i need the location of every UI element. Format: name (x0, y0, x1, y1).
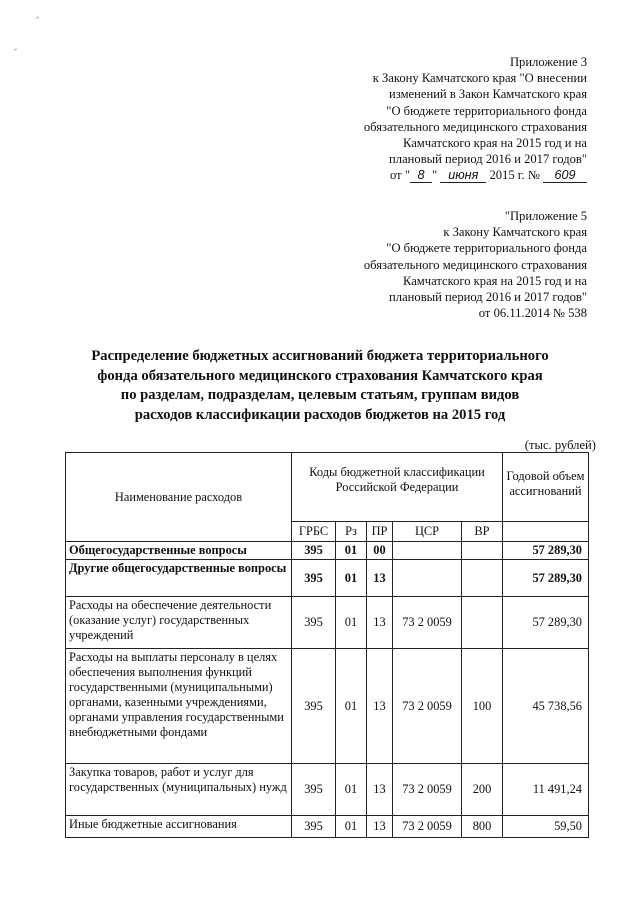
units-label: (тыс. рублей) (524, 438, 596, 452)
appendix-5-line: "О бюджете территориального фонда (386, 241, 587, 256)
handwritten-day: 8 (410, 169, 432, 183)
row-name: Расходы на обеспечение деятельности (оказание услуг) государственных учреждений (66, 597, 292, 649)
row-grbs: 395 (292, 597, 336, 649)
table-row (66, 542, 589, 560)
appendix-5-line: Камчатского края на 2015 год и на (402, 273, 587, 288)
row-vr: 200 (462, 764, 503, 816)
appendix-5-line: плановый период 2016 и 2017 годов" (389, 290, 587, 305)
row-vr: 800 (462, 816, 503, 838)
header-codes: Коды бюджетной классификации Российской Федерации (292, 453, 503, 522)
header-grbs: ГРБС (292, 522, 336, 542)
row-rz: 01 (336, 649, 367, 764)
appendix-3-header (364, 54, 587, 184)
table-row (66, 764, 589, 816)
appendix-3-line: к Закону Камчатского края "О внесении (372, 71, 587, 86)
title-line: фонда обязательного медицинского страхования Камчатского края (97, 367, 543, 384)
header-amount-blank (503, 522, 589, 542)
row-name: Закупка товаров, работ и услуг для государственных (муниципальных) нужд (66, 764, 292, 816)
appendix-3-line: плановый период 2016 и 2017 годов" (389, 152, 587, 167)
appendix-5-header (364, 208, 587, 321)
row-pr: 13 (367, 649, 393, 764)
row-grbs: 395 (292, 816, 336, 838)
date-prefix: от " (390, 168, 410, 183)
row-vr (462, 597, 503, 649)
row-csr (393, 560, 462, 597)
row-amount: 57 289,30 (503, 560, 589, 597)
appendix-5-line: обязательного медицинского страхования (363, 257, 587, 272)
row-rz: 01 (336, 764, 367, 816)
row-pr: 13 (367, 597, 393, 649)
row-csr: 73 2 0059 (393, 649, 462, 764)
handwritten-month: июня (440, 169, 486, 183)
row-vr (462, 542, 503, 560)
title-line: Распределение бюджетных ассигнований бюджета территориального (91, 348, 549, 364)
appendix-3-line: обязательного медицинского страхования (363, 119, 587, 134)
year-and-number-label: 2015 г. № (489, 168, 540, 183)
title-line: расходов классификации расходов бюджетов на 2015 год (134, 406, 506, 423)
row-pr: 13 (367, 764, 393, 816)
header-name: Наименование расходов (66, 453, 292, 542)
table-header-row (66, 453, 589, 522)
row-grbs: 395 (292, 542, 336, 560)
row-name: Иные бюджетные ассигнования (66, 816, 292, 838)
table-row (66, 816, 589, 838)
header-vr: ВР (462, 522, 503, 542)
row-csr: 73 2 0059 (393, 597, 462, 649)
table-row (66, 597, 589, 649)
row-amount: 57 289,30 (503, 597, 589, 649)
row-rz: 01 (336, 597, 367, 649)
appendix-5-line: к Закону Камчатского края (443, 225, 587, 240)
date-mid: " (431, 168, 438, 183)
appendix-3-date-line (364, 167, 587, 183)
row-csr: 73 2 0059 (393, 816, 462, 838)
title-line: по разделам, подразделам, целевым статьям, группам видов (120, 387, 520, 404)
header-amount: Годовой объем ассигнований (503, 453, 589, 522)
row-name: Расходы на выплаты персоналу в целях обеспечения выполнения функций государственными (муниципальными) органами, казенными учреждениями, органами управления государственными внебюджетными фондами (66, 649, 292, 764)
appendix-3-line: "О бюджете территориального фонда (386, 103, 587, 118)
row-grbs: 395 (292, 764, 336, 816)
appendix-3-line: Камчатского края на 2015 год и на (402, 136, 587, 151)
row-grbs: 395 (292, 649, 336, 764)
scan-speck (36, 16, 39, 18)
scan-speck (14, 48, 17, 50)
row-rz: 01 (336, 542, 367, 560)
row-amount: 11 491,24 (503, 764, 589, 816)
header-csr: ЦСР (393, 522, 462, 542)
appendix-3-line: изменений в Закон Камчатского края (389, 87, 587, 102)
row-grbs: 395 (292, 560, 336, 597)
row-amount: 57 289,30 (503, 542, 589, 560)
appendix-5-line: "Приложение 5 (504, 209, 587, 223)
row-csr: 73 2 0059 (393, 764, 462, 816)
row-rz: 01 (336, 816, 367, 838)
row-name: Общегосударственные вопросы (66, 542, 292, 560)
row-pr: 13 (367, 816, 393, 838)
appendix-3-line: Приложение 3 (509, 55, 587, 69)
table-row (66, 560, 589, 597)
row-amount: 59,50 (503, 816, 589, 838)
row-pr: 13 (367, 560, 393, 597)
header-rz: Рз (336, 522, 367, 542)
header-pr: ПР (367, 522, 393, 542)
budget-table (65, 452, 589, 838)
handwritten-number: 609 (543, 169, 587, 183)
row-csr (393, 542, 462, 560)
appendix-5-line: от 06.11.2014 № 538 (478, 306, 587, 321)
row-vr (462, 560, 503, 597)
row-name: Другие общегосударственные вопросы (66, 560, 292, 597)
row-rz: 01 (336, 560, 367, 597)
document-title (40, 347, 600, 425)
table-row (66, 649, 589, 764)
row-amount: 45 738,56 (503, 649, 589, 764)
row-vr: 100 (462, 649, 503, 764)
row-pr: 00 (367, 542, 393, 560)
